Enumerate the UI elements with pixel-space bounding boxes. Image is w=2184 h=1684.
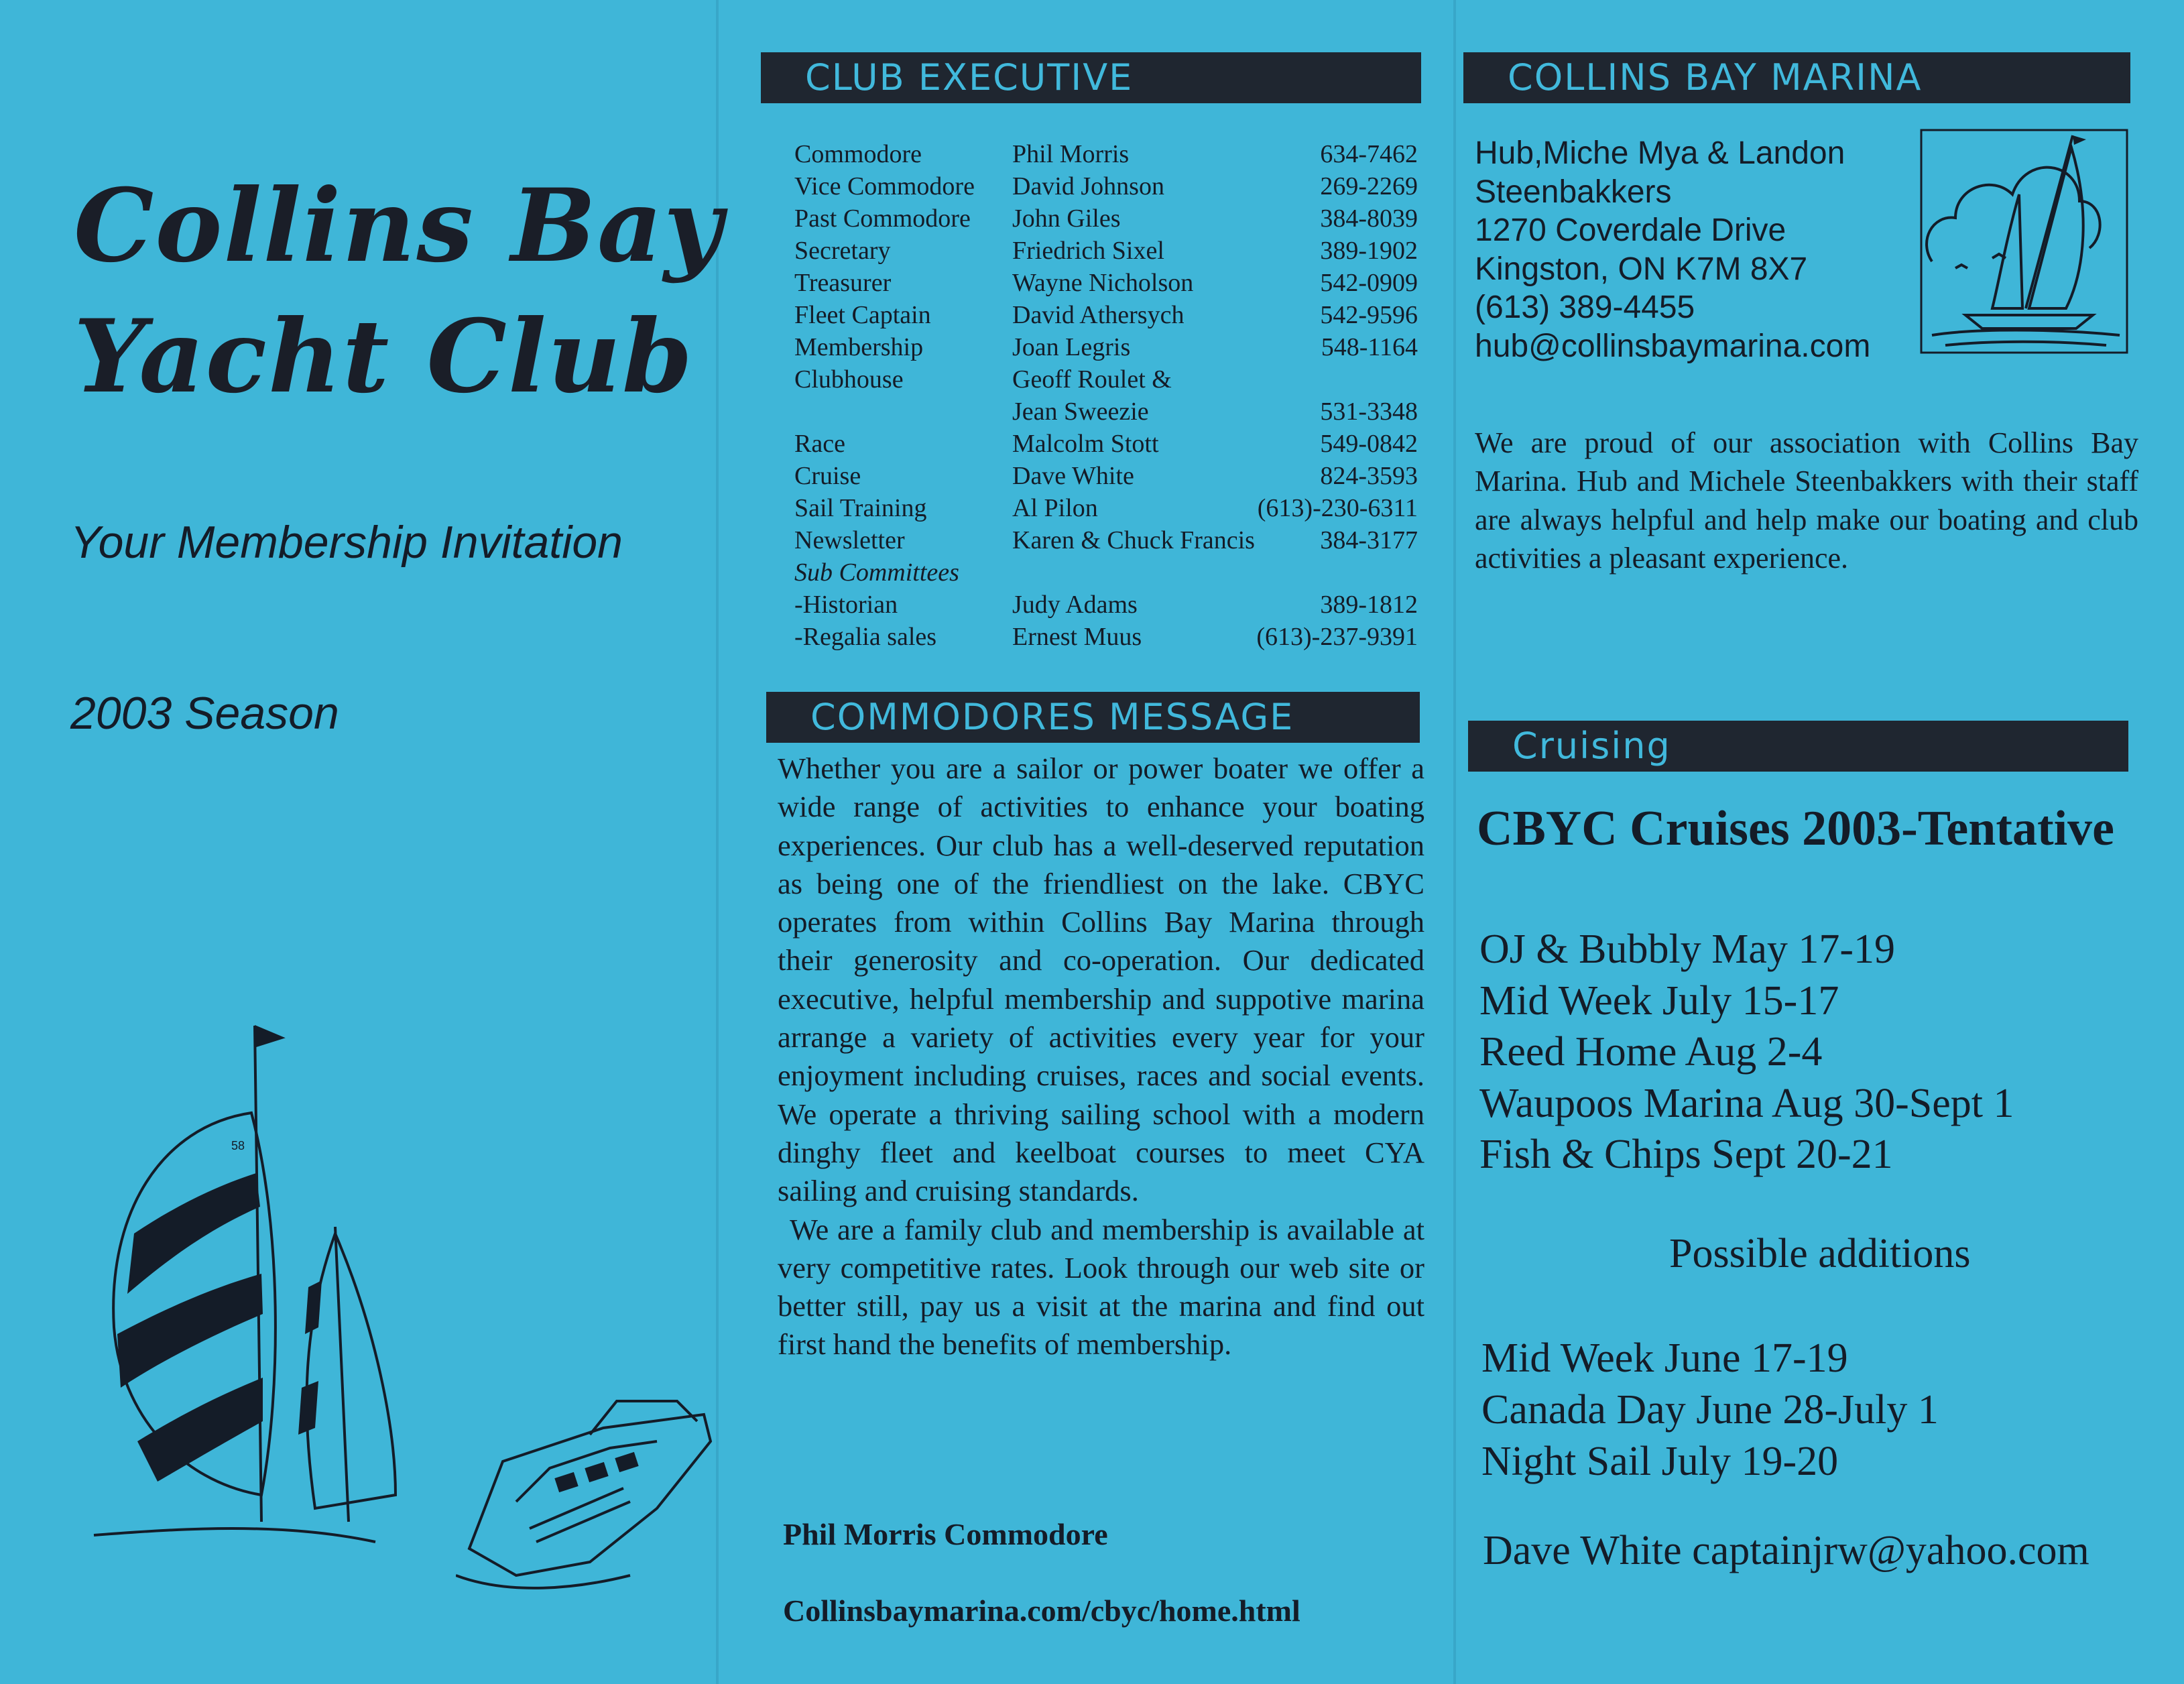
website-link[interactable]: Collinsbaymarina.com/cbyc/home.html bbox=[783, 1593, 1300, 1628]
exec-name: Judy Adams bbox=[1012, 591, 1138, 619]
message-paragraph-1: Whether you are a sailor or power boater we offer a wide range of activities to enhance your boating experiences. Our club has a well-deserved reputation as being one of the friendliest on the lake. CBYC operates from within Collins Bay Marina through their generosity and co-operation. Our dedicated executive, helpful membership and suppotive marina arrange a variety of activities every year for your enjoyment including cruises, races and social events. We operate a thriving sailing school with a modern dinghy fleet and keelboat courses to meet CYA sailing and cruising standards. bbox=[778, 751, 1424, 1208]
commodore-signature: Phil Morris Commodore bbox=[783, 1517, 1108, 1551]
exec-role: Sail Training bbox=[794, 494, 927, 522]
svg-text:58: 58 bbox=[231, 1139, 245, 1152]
exec-phone: 389-1902 bbox=[1320, 237, 1418, 265]
table-row bbox=[794, 299, 1418, 331]
marina-phone: (613) 389-4455 bbox=[1475, 290, 1695, 325]
club-title-line1: Collins Bay bbox=[74, 167, 724, 285]
exec-role: Secretary bbox=[794, 237, 891, 265]
table-row bbox=[794, 170, 1418, 202]
commodores-message-body bbox=[778, 749, 1424, 1364]
exec-phone: 389-1812 bbox=[1320, 591, 1418, 619]
exec-phone: 384-3177 bbox=[1320, 526, 1418, 554]
exec-role: Fleet Captain bbox=[794, 301, 931, 329]
marina-sailboat-logo bbox=[1919, 127, 2130, 355]
exec-name: Phil Morris bbox=[1012, 140, 1130, 168]
membership-invitation-subtitle: Your Membership Invitation bbox=[70, 517, 623, 568]
commodores-message-header: COMMODORES MESSAGE bbox=[766, 692, 1420, 743]
club-executive-header: CLUB EXECUTIVE bbox=[761, 52, 1421, 103]
exec-role: Commodore bbox=[794, 140, 922, 168]
exec-name: Wayne Nicholson bbox=[1012, 269, 1194, 297]
list-item: Canada Day June 28-July 1 bbox=[1481, 1387, 1939, 1433]
possible-additions-list bbox=[1481, 1333, 1939, 1488]
exec-role: Cruise bbox=[794, 462, 861, 490]
table-row bbox=[794, 202, 1418, 235]
exec-phone: 269-2269 bbox=[1320, 172, 1418, 200]
season-label: 2003 Season bbox=[70, 688, 339, 739]
exec-phone: (613)-237-9391 bbox=[1256, 623, 1418, 651]
exec-name: Karen & Chuck Francis bbox=[1012, 526, 1255, 554]
exec-phone: (613)-230-6311 bbox=[1257, 494, 1418, 522]
exec-role: Race bbox=[794, 430, 845, 458]
cruising-header: Cruising bbox=[1468, 721, 2128, 772]
list-item: Reed Home Aug 2-4 bbox=[1479, 1029, 1823, 1075]
club-executive-table bbox=[794, 138, 1418, 653]
exec-role: Past Commodore bbox=[794, 204, 971, 233]
exec-name: Geoff Roulet & bbox=[1012, 365, 1172, 394]
exec-phone: 634-7462 bbox=[1320, 140, 1418, 168]
cruise-list bbox=[1479, 924, 2014, 1181]
exec-role: -Historian bbox=[794, 591, 898, 619]
exec-phone: 542-0909 bbox=[1320, 269, 1418, 297]
exec-role: Vice Commodore bbox=[794, 172, 975, 200]
exec-phone: 542-9596 bbox=[1320, 301, 1418, 329]
exec-name: Ernest Muus bbox=[1012, 623, 1142, 651]
exec-name: Malcolm Stott bbox=[1012, 430, 1159, 458]
address-line: Steenbakkers bbox=[1475, 174, 1672, 210]
club-title bbox=[74, 161, 724, 422]
address-line: 1270 Coverdale Drive bbox=[1475, 213, 1786, 248]
marina-address bbox=[1475, 134, 1870, 365]
list-item: Fish & Chips Sept 20-21 bbox=[1479, 1132, 1893, 1177]
exec-role: Membership bbox=[794, 333, 924, 361]
table-row bbox=[794, 492, 1418, 524]
exec-role: Treasurer bbox=[794, 269, 892, 297]
list-item: OJ & Bubbly May 17-19 bbox=[1479, 926, 1895, 972]
exec-phone: 384-8039 bbox=[1320, 204, 1418, 233]
exec-phone: 548-1164 bbox=[1321, 333, 1418, 361]
exec-phone: 824-3593 bbox=[1320, 462, 1418, 490]
exec-name: David Johnson bbox=[1012, 172, 1164, 200]
table-row bbox=[794, 428, 1418, 460]
exec-name: Jean Sweezie bbox=[1012, 398, 1149, 426]
club-title-line2: Yacht Club bbox=[74, 298, 694, 416]
marina-email[interactable]: hub@collinsbaymarina.com bbox=[1475, 328, 1871, 364]
list-item: Night Sail July 19-20 bbox=[1481, 1439, 1839, 1484]
table-row bbox=[794, 524, 1418, 556]
spinnaker-sailboat-illustration bbox=[80, 1012, 456, 1575]
table-row bbox=[794, 556, 1418, 589]
exec-name: Friedrich Sixel bbox=[1012, 237, 1164, 265]
fold-line-right bbox=[1453, 0, 1456, 1684]
cruises-title: CBYC Cruises 2003-Tentative bbox=[1477, 801, 2115, 856]
list-item: Mid Week June 17-19 bbox=[1481, 1335, 1848, 1381]
address-line: Kingston, ON K7M 8X7 bbox=[1475, 251, 1808, 287]
address-line: Hub,Miche Mya & Landon bbox=[1475, 135, 1845, 171]
table-row bbox=[794, 589, 1418, 621]
collins-bay-marina-header: COLLINS BAY MARINA bbox=[1463, 52, 2130, 103]
table-row bbox=[794, 331, 1418, 363]
message-paragraph-2: We are a family club and membership is available at very competitive rates. Look through our web site or better still, pay us a visit at the marina and find out first hand the benefits of membership. bbox=[778, 1212, 1424, 1362]
cruise-contact: Dave White captainjrw@yahoo.com bbox=[1483, 1528, 2089, 1573]
marina-association-text: We are proud of our association with Collins Bay Marina. Hub and Michele Steenbakkers with their staff are always helpful and help make our boating and club activities a pleasant experience. bbox=[1475, 426, 2138, 575]
exec-name: Joan Legris bbox=[1012, 333, 1131, 361]
table-row bbox=[794, 138, 1418, 170]
exec-name: Al Pilon bbox=[1012, 494, 1098, 522]
exec-name: Dave White bbox=[1012, 462, 1134, 490]
exec-name: David Athersych bbox=[1012, 301, 1185, 329]
table-row bbox=[794, 363, 1418, 396]
exec-role: Clubhouse bbox=[794, 365, 904, 394]
possible-additions-title: Possible additions bbox=[1669, 1231, 1971, 1276]
exec-role: Sub Committees bbox=[794, 558, 959, 587]
table-row bbox=[794, 621, 1418, 653]
powerboat-illustration bbox=[456, 1374, 724, 1602]
table-row bbox=[794, 396, 1418, 428]
exec-role: -Regalia sales bbox=[794, 623, 937, 651]
exec-phone: 549-0842 bbox=[1320, 430, 1418, 458]
exec-name: John Giles bbox=[1012, 204, 1121, 233]
table-row bbox=[794, 235, 1418, 267]
table-row bbox=[794, 267, 1418, 299]
table-row bbox=[794, 460, 1418, 492]
list-item: Mid Week July 15-17 bbox=[1479, 977, 1839, 1024]
exec-phone: 531-3348 bbox=[1320, 398, 1418, 426]
exec-role: Newsletter bbox=[794, 526, 905, 554]
list-item: Waupoos Marina Aug 30-Sept 1 bbox=[1479, 1080, 2014, 1126]
